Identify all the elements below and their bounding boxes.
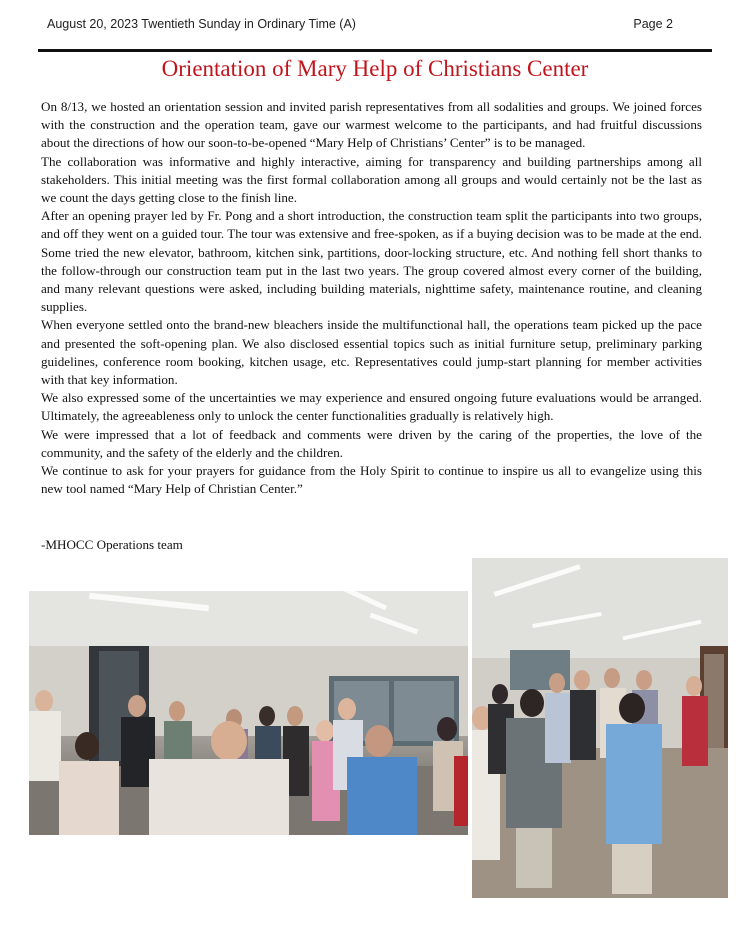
header-divider	[38, 49, 712, 52]
article-paragraph: On 8/13, we hosted an orientation session and invited parish representatives from all sodalities and groups. We joined forces with the construction and the operation team, gave our warmest welcome to the participants, and had fruitful discussions about the directions of how our soon-to-be-opened “Mary Help of Christians’ Center” is to be managed.	[41, 99, 702, 151]
article-paragraph: After an opening prayer led by Fr. Pong and a short introduction, the construction team split the participants into two groups, and off they went on a guided tour. The tour was extensive and free-spoken, as if a buying decision was to be made at the end. Some tried the new elevator, bathroom, kitchen sink, partitions, door-locking structure, etc. And nothing fell short thanks to the follow-through our construction team put in the last two years. The group covered almost every corner of the building, and many relevant questions were asked, including building materials, nighttime safety, maintenance routine, and cleaning supplies.	[41, 208, 702, 315]
header-page-number: Page 2	[633, 17, 673, 31]
group-tour-photo-left	[29, 591, 468, 835]
article-paragraph: We continue to ask for your prayers for guidance from the Holy Spirit to continue to inspire us all to evangelize using this new tool named “Mary Help of Christian Center.”	[41, 463, 702, 497]
article-paragraph: When everyone settled onto the brand-new bleachers inside the multifunctional hall, the operations team picked up the pace and presented the soft-opening plan. We also disclosed essential topics such as initial furniture setup, preliminary parking guidelines, conference room booking, kitchen usage, etc. Representatives could jump-start planning for member activities with that key information.	[41, 317, 702, 388]
article-paragraph: The collaboration was informative and highly interactive, aiming for transparency and building partnerships among all stakeholders. This initial meeting was the first formal collaboration among all groups and would certainly not be the last as we count the days getting close to the finish line.	[41, 153, 702, 206]
article-signature: -MHOCC Operations team	[41, 537, 183, 552]
header-date-line: August 20, 2023 Twentieth Sunday in Ordinary Time (A)	[47, 17, 356, 31]
article-paragraph: We also expressed some of the uncertainties we may experience and ensured ongoing future evaluations would be arranged. Ultimately, the agreeableness only to unlock the center functionalities gradually is relatively high.	[41, 390, 702, 424]
article-title: Orientation of Mary Help of Christians Center	[161, 56, 589, 81]
article-paragraph: We were impressed that a lot of feedback and comments were driven by the caring of the properties, the love of the community, and the safety of the elderly and the children.	[41, 426, 702, 460]
group-tour-photo-right	[472, 558, 728, 898]
article-body	[41, 98, 702, 498]
page-header	[47, 17, 673, 37]
